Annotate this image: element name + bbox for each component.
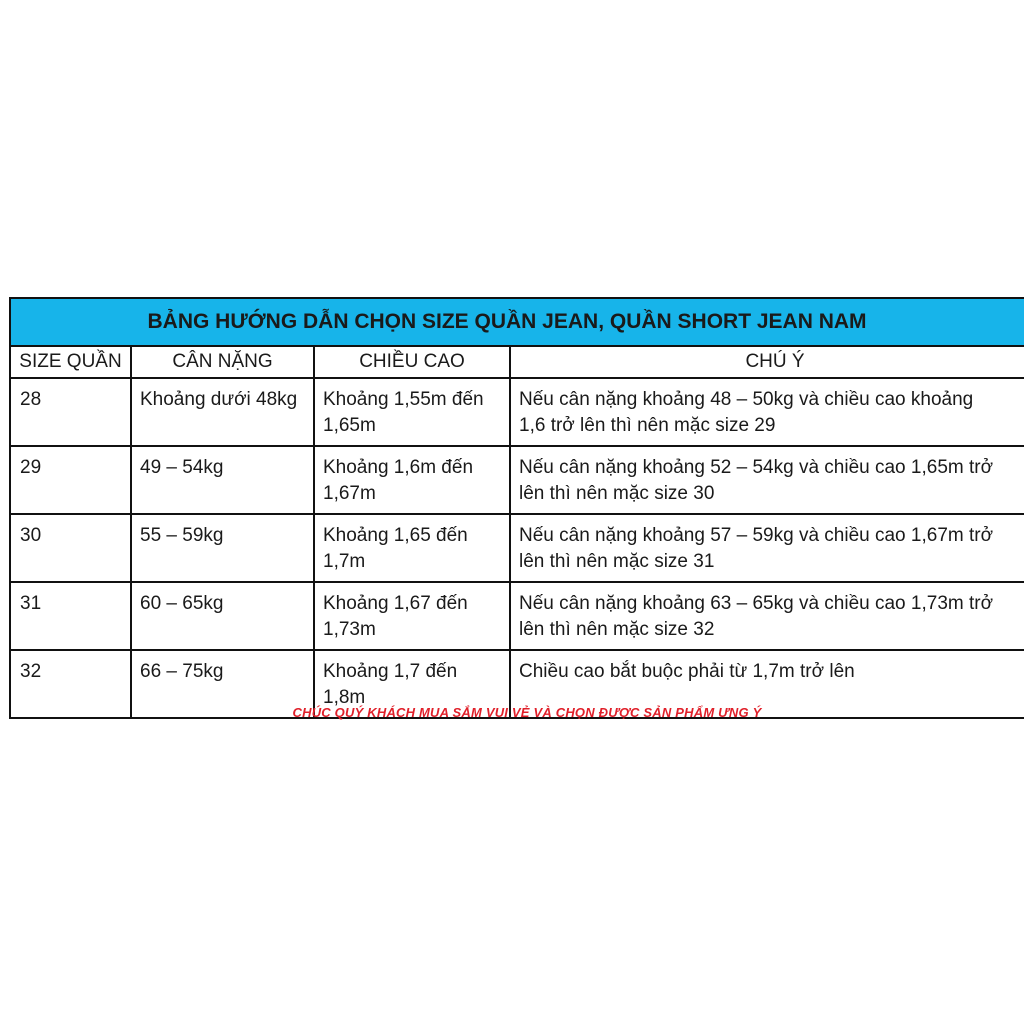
header-row — [10, 346, 1024, 378]
table-row — [10, 514, 1024, 582]
height-line: 1,73m — [323, 619, 376, 640]
size-cell: 28 — [10, 378, 131, 446]
note-line: lên thì nên mặc size 32 — [519, 619, 715, 640]
size-cell: 31 — [10, 582, 131, 650]
header-note: CHÚ Ý — [510, 346, 1024, 378]
table-row — [10, 446, 1024, 514]
note-cell — [510, 378, 1024, 446]
size-guide-table — [9, 297, 1024, 719]
size-cell: 29 — [10, 446, 131, 514]
height-line: Khoảng 1,6m đến — [323, 457, 474, 478]
height-line: Khoảng 1,65 đến — [323, 525, 468, 546]
title-row — [10, 298, 1024, 346]
height-line: 1,65m — [323, 415, 376, 436]
table-title: BẢNG HƯỚNG DẪN CHỌN SIZE QUẦN JEAN, QUẦN SHORT JEAN NAM — [10, 298, 1024, 346]
height-cell — [314, 514, 510, 582]
note-line: Chiều cao bắt buộc phải từ 1,7m trở lên — [519, 661, 855, 682]
height-cell — [314, 378, 510, 446]
height-line: 1,7m — [323, 551, 366, 572]
weight-cell: 60 – 65kg — [131, 582, 314, 650]
height-cell — [314, 446, 510, 514]
note-line: Nếu cân nặng khoảng 48 – 50kg và chiều cao khoảng — [519, 389, 974, 410]
header-size: SIZE QUẦN — [10, 346, 131, 378]
note-line: Nếu cân nặng khoảng 52 – 54kg và chiều cao 1,65m trở — [519, 457, 994, 478]
note-line: lên thì nên mặc size 31 — [519, 551, 715, 572]
note-line: lên thì nên mặc size 30 — [519, 483, 715, 504]
note-line: 1,6 trở lên thì nên mặc size 29 — [519, 415, 776, 436]
note-line: Nếu cân nặng khoảng 63 – 65kg và chiều cao 1,73m trở — [519, 593, 994, 614]
height-line: 1,8m — [323, 687, 366, 708]
table-row — [10, 582, 1024, 650]
weight-cell: 55 – 59kg — [131, 514, 314, 582]
note-cell — [510, 582, 1024, 650]
height-line: 1,67m — [323, 483, 376, 504]
height-line: Khoảng 1,7 đến — [323, 661, 458, 682]
table-row — [10, 378, 1024, 446]
footer-message: CHÚC QUÝ KHÁCH MUA SẮM VUI VẺ VÀ CHỌN ĐƯỢC SẢN PHẨM ƯNG Ý — [292, 705, 762, 720]
size-cell: 32 — [10, 650, 131, 718]
height-line: Khoảng 1,67 đến — [323, 593, 468, 614]
header-height: CHIỀU CAO — [314, 346, 510, 378]
weight-cell: 66 – 75kg — [131, 650, 314, 718]
note-line: Nếu cân nặng khoảng 57 – 59kg và chiều cao 1,67m trở — [519, 525, 994, 546]
note-cell — [510, 446, 1024, 514]
height-line: Khoảng 1,55m đến — [323, 389, 484, 410]
header-weight: CÂN NẶNG — [131, 346, 314, 378]
weight-cell: 49 – 54kg — [131, 446, 314, 514]
height-cell — [314, 582, 510, 650]
weight-cell: Khoảng dưới 48kg — [131, 378, 314, 446]
size-cell: 30 — [10, 514, 131, 582]
note-cell — [510, 514, 1024, 582]
